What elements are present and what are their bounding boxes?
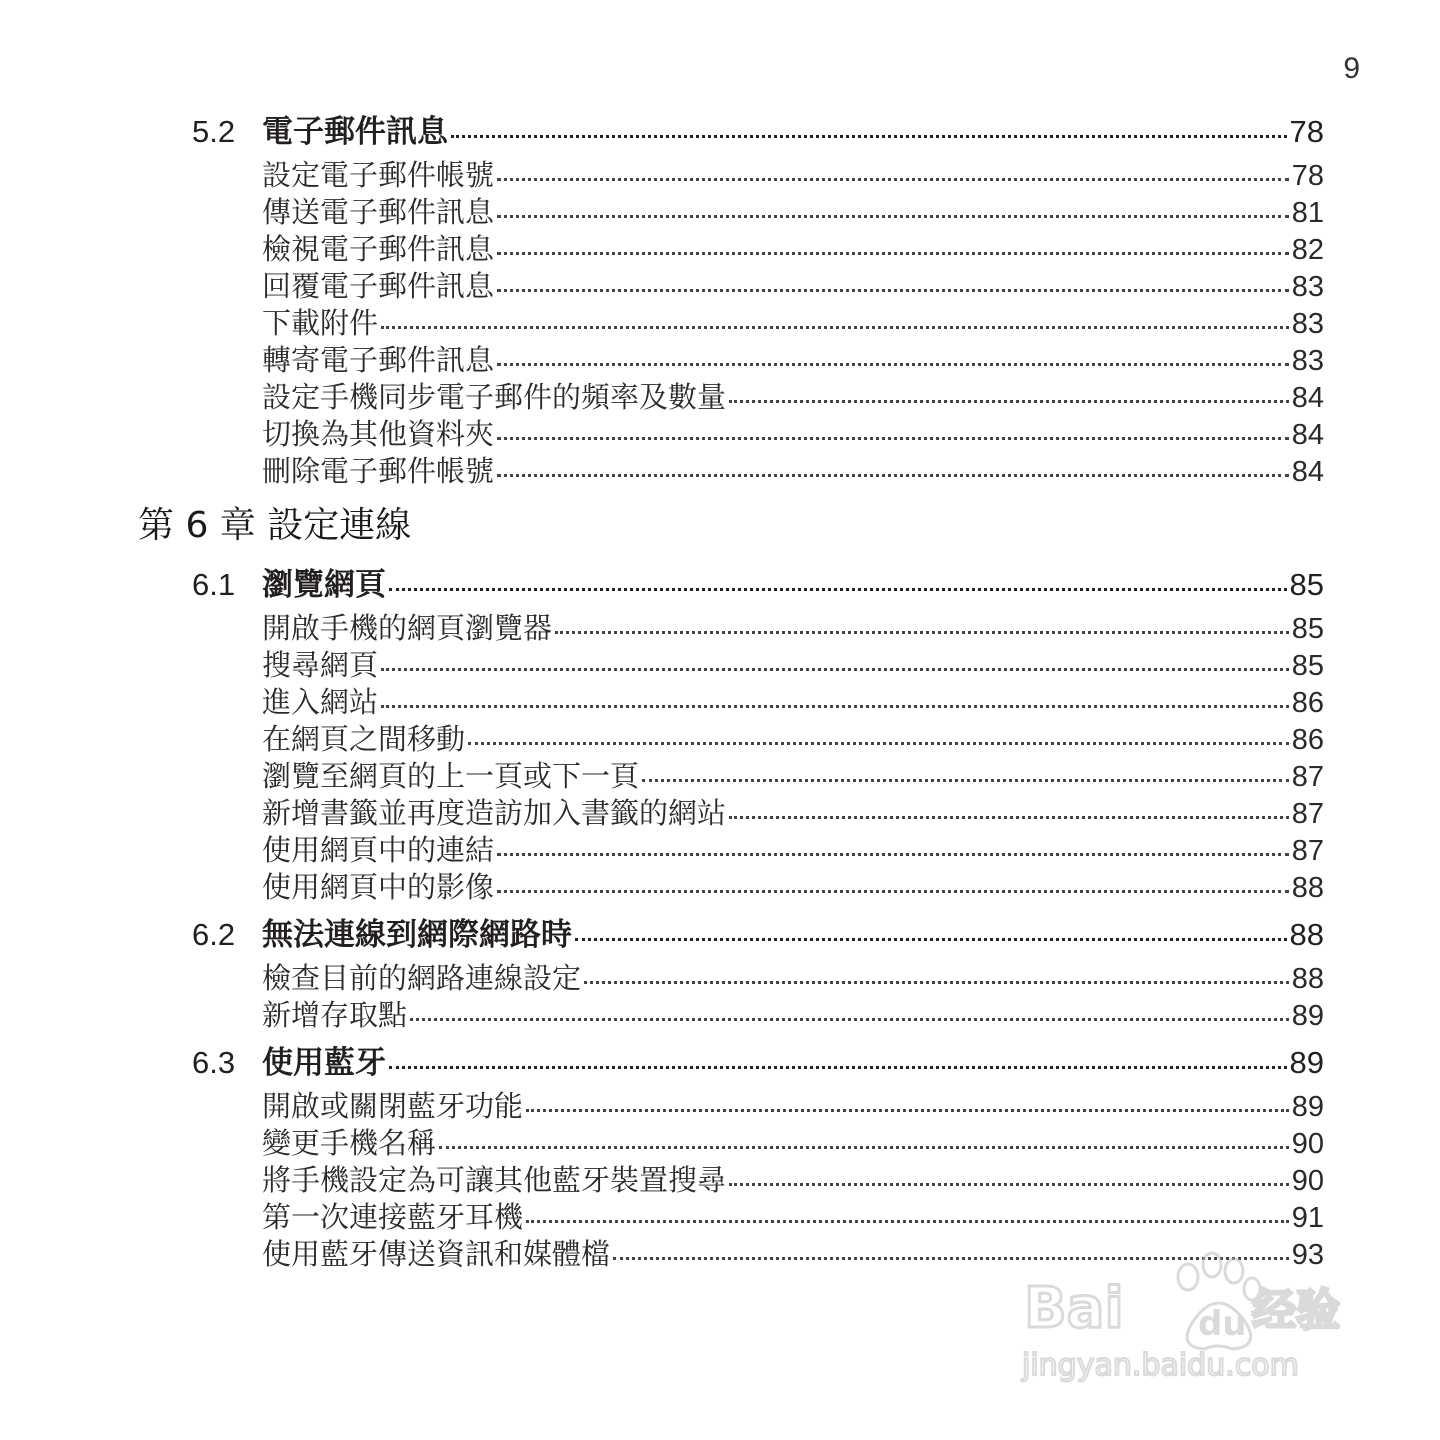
toc-section-6-1[interactable] [192,559,1324,604]
svg-text:经验: 经验 [1252,1285,1340,1336]
dot-leader [497,341,1289,370]
toc-section-5-2[interactable] [192,106,1324,151]
toc-entry[interactable] [262,865,1324,906]
dot-leader [410,996,1289,1025]
dot-leader [468,720,1289,749]
entry-page: 93 [1291,1239,1324,1271]
section-page: 85 [1289,567,1324,602]
toc-entry[interactable] [262,301,1324,342]
entry-page: 90 [1291,1165,1324,1197]
entry-page: 83 [1291,308,1324,340]
dot-leader [381,683,1289,712]
toc-section-6-2[interactable] [192,909,1324,954]
dot-leader [497,452,1289,481]
toc-entry[interactable] [262,1084,1324,1125]
entry-title: 開啟手機的網頁瀏覽器 [262,611,553,645]
section-number: 6.2 [192,917,236,952]
toc-entry[interactable] [262,1121,1324,1162]
entry-title: 使用網頁中的連結 [262,833,495,867]
entry-title: 變更手機名稱 [262,1126,437,1160]
toc-entry[interactable] [262,153,1324,194]
entry-page: 89 [1291,1091,1324,1123]
toc-entry[interactable] [262,717,1324,758]
entry-page: 85 [1291,613,1324,645]
entry-page: 88 [1291,963,1324,995]
dot-leader [575,914,1287,945]
dot-leader [497,868,1289,897]
dot-leader [526,1087,1289,1116]
entry-title: 將手機設定為可讓其他藍牙裝置搜尋 [262,1163,727,1197]
dot-leader [497,193,1289,222]
toc-entry[interactable] [262,1158,1324,1199]
toc-entry[interactable] [262,828,1324,869]
entry-title: 刪除電子郵件帳號 [262,454,495,488]
toc-entry[interactable] [262,190,1324,231]
entry-page: 85 [1291,650,1324,682]
entry-title: 使用網頁中的影像 [262,870,495,904]
toc-entry[interactable] [262,791,1324,832]
dot-leader [497,831,1289,860]
entry-title: 瀏覽至網頁的上一頁或下一頁 [262,759,640,793]
dot-leader [729,1161,1289,1190]
dot-leader [555,609,1289,638]
entry-page: 81 [1291,197,1324,229]
entry-title: 檢查目前的網路連線設定 [262,961,582,995]
dot-leader [729,378,1289,407]
toc-entry[interactable] [262,643,1324,684]
dot-leader [389,1042,1287,1073]
dot-leader [439,1124,1289,1153]
dot-leader [526,1198,1289,1227]
entry-title: 搜尋網頁 [262,648,379,682]
entry-title: 下載附件 [262,306,379,340]
dot-leader [381,304,1289,333]
toc-entry[interactable] [262,993,1324,1034]
toc-entry[interactable] [262,412,1324,453]
dot-leader [497,156,1289,185]
entry-page: 87 [1291,835,1324,867]
toc-entry[interactable] [262,606,1324,647]
entry-title: 在網頁之間移動 [262,722,466,756]
baidu-watermark [1020,1225,1360,1395]
section-page: 89 [1289,1045,1324,1080]
svg-text:jingyan.baidu.com: jingyan.baidu.com [1022,1348,1299,1383]
entry-title: 使用藍牙傳送資訊和媒體檔 [262,1237,611,1271]
entry-page: 83 [1291,271,1324,303]
section-title: 電子郵件訊息 [262,114,448,150]
entry-title: 進入網站 [262,685,379,719]
toc-section-6-3[interactable] [192,1037,1324,1082]
entry-page: 87 [1291,798,1324,830]
entry-title: 新增書籤並再度造訪加入書籤的網站 [262,796,727,830]
section-number: 6.3 [192,1045,236,1080]
entry-page: 84 [1291,456,1324,488]
entry-page: 86 [1291,687,1324,719]
section-number: 6.1 [192,567,236,602]
dot-leader [451,111,1287,142]
toc-entry[interactable] [262,956,1324,997]
toc-entry[interactable] [262,754,1324,795]
dot-leader [497,415,1289,444]
section-number: 5.2 [192,114,236,149]
entry-page: 86 [1291,724,1324,756]
section-title: 瀏覽網頁 [262,567,386,603]
dot-leader [381,646,1289,675]
svg-text:Bai: Bai [1024,1276,1124,1341]
entry-title: 新增存取點 [262,998,408,1032]
entry-title: 開啟或關閉藍牙功能 [262,1089,524,1123]
section-page: 88 [1289,917,1324,952]
chapter-heading: 第 6 章 設定連線 [138,505,412,546]
toc-entry[interactable] [262,264,1324,305]
entry-title: 設定電子郵件帳號 [262,158,495,192]
entry-page: 83 [1291,345,1324,377]
entry-title: 第一次連接藍牙耳機 [262,1200,524,1234]
toc-entry[interactable] [262,227,1324,268]
dot-leader [584,959,1289,988]
svg-text:du: du [1198,1304,1247,1344]
dot-leader [497,267,1289,296]
section-title: 無法連線到網際網路時 [262,917,572,953]
toc-entry[interactable] [262,680,1324,721]
entry-title: 檢視電子郵件訊息 [262,232,495,266]
toc-entry[interactable] [262,375,1324,416]
entry-page: 90 [1291,1128,1324,1160]
entry-title: 設定手機同步電子郵件的頻率及數量 [262,380,727,414]
dot-leader [642,757,1289,786]
entry-page: 84 [1291,382,1324,414]
entry-page: 84 [1291,419,1324,451]
entry-title: 回覆電子郵件訊息 [262,269,495,303]
entry-page: 82 [1291,234,1324,266]
section-title: 使用藍牙 [262,1045,386,1081]
entry-page: 89 [1291,1000,1324,1032]
dot-leader [497,230,1289,259]
entry-title: 切換為其他資料夾 [262,417,495,451]
section-page: 78 [1289,114,1324,149]
dot-leader [389,564,1287,595]
toc-entry[interactable] [262,449,1324,490]
dot-leader [729,794,1289,823]
entry-page: 88 [1291,872,1324,904]
page-number: 9 [1343,52,1360,85]
entry-title: 傳送電子郵件訊息 [262,195,495,229]
entry-page: 87 [1291,761,1324,793]
entry-title: 轉寄電子郵件訊息 [262,343,495,377]
entry-page: 91 [1291,1202,1324,1234]
entry-page: 78 [1291,160,1324,192]
toc-entry[interactable] [262,338,1324,379]
